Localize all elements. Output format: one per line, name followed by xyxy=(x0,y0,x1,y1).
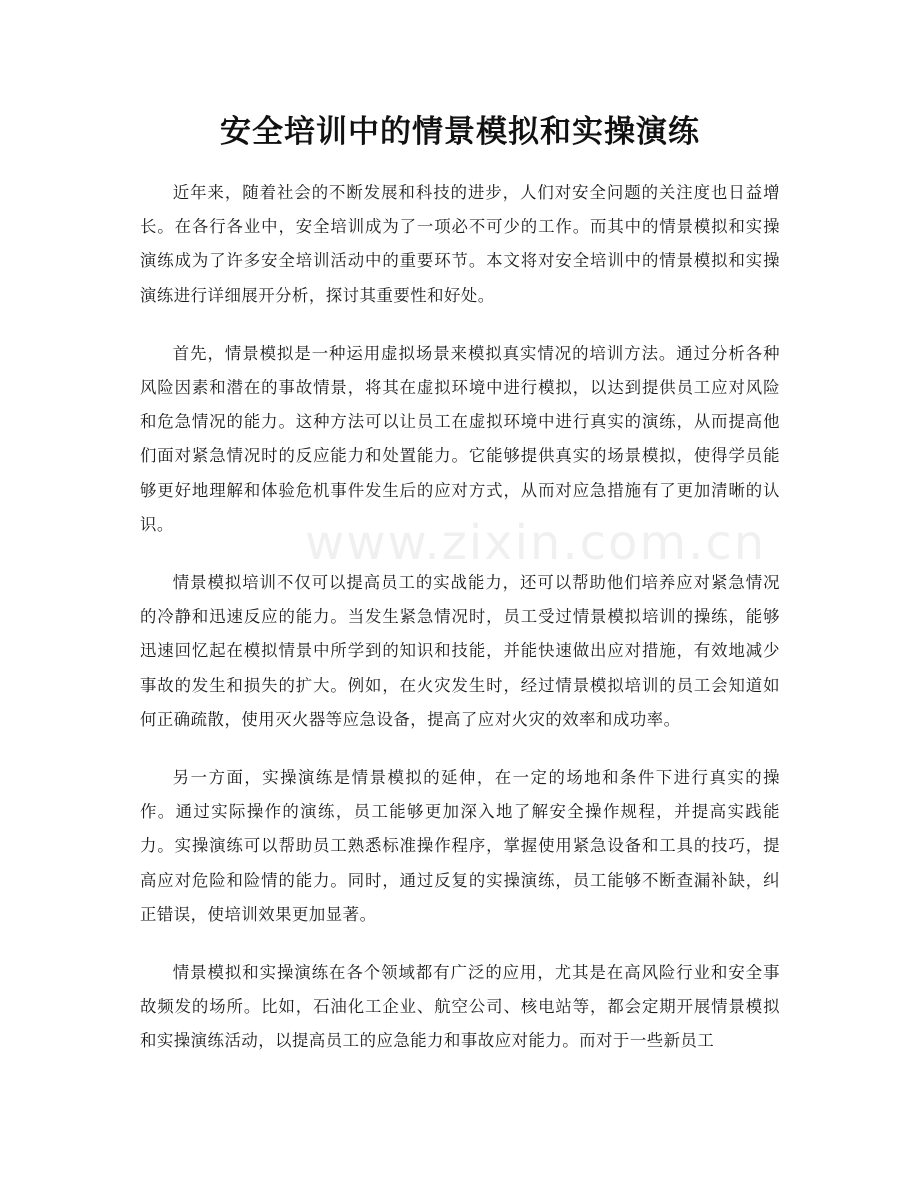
watermark: www.zixin.com.cn xyxy=(305,515,767,571)
paragraph-5: 情景模拟和实操演练在各个领域都有广泛的应用，尤其是在高风险行业和安全事故频发的场所。比如，石油化工企业、航空公司、核电站等，都会定期开展情景模拟和实操演练活动，以提高员工的应急能力和事故应对能力。而对于一些新员工 xyxy=(140,963,780,1051)
document-body xyxy=(140,176,780,1083)
paragraph-1: 近年来，随着社会的不断发展和科技的进步，人们对安全问题的关注度也日益增长。在各行各业中，安全培训成为了一项必不可少的工作。而其中的情景模拟和实操演练成为了许多安全培训活动中的重要环节。本文将对安全培训中的情景模拟和实操演练进行详细展开分析，探讨其重要性和好处。 xyxy=(140,183,780,305)
paragraph-4: 另一方面，实操演练是情景模拟的延伸，在一定的场地和条件下进行真实的操作。通过实际操作的演练，员工能够更加深入地了解安全操作规程，并提高实践能力。实操演练可以帮助员工熟悉标准操作程序，掌握使用紧急设备和工具的技巧，提高应对危险和险情的能力。同时，通过反复的实操演练，员工能够不断查漏补缺，纠正错误，使培训效果更加显著。 xyxy=(140,768,780,924)
document-title: 安全培训中的情景模拟和实操演练 xyxy=(220,114,700,150)
paragraph-2: 首先，情景模拟是一种运用虚拟场景来模拟真实情况的培训方法。通过分析各种风险因素和潜在的事故情景，将其在虚拟环境中进行模拟，以达到提供员工应对风险和危急情况的能力。这种方法可以让员工在虚拟环境中进行真实的演练，从而提高他们面对紧急情况时的反应能力和处置能力。它能够提供真实的场景模拟，使得学员能够更好地理解和体验危机事件发生后的应对方式，从而对应急措施有了更加清晰的认识。 xyxy=(140,343,780,534)
paragraph-3: 情景模拟培训不仅可以提高员工的实战能力，还可以帮助他们培养应对紧急情况的冷静和迅速反应的能力。当发生紧急情况时，员工受过情景模拟培训的操练，能够迅速回忆起在模拟情景中所学到的知识和技能，并能快速做出应对措施，有效地减少事故的发生和损失的扩大。例如，在火灾发生时，经过情景模拟培训的员工会知道如何正确疏散，使用灭火器等应急设备，提高了应对火灾的效率和成功率。 xyxy=(140,573,780,729)
